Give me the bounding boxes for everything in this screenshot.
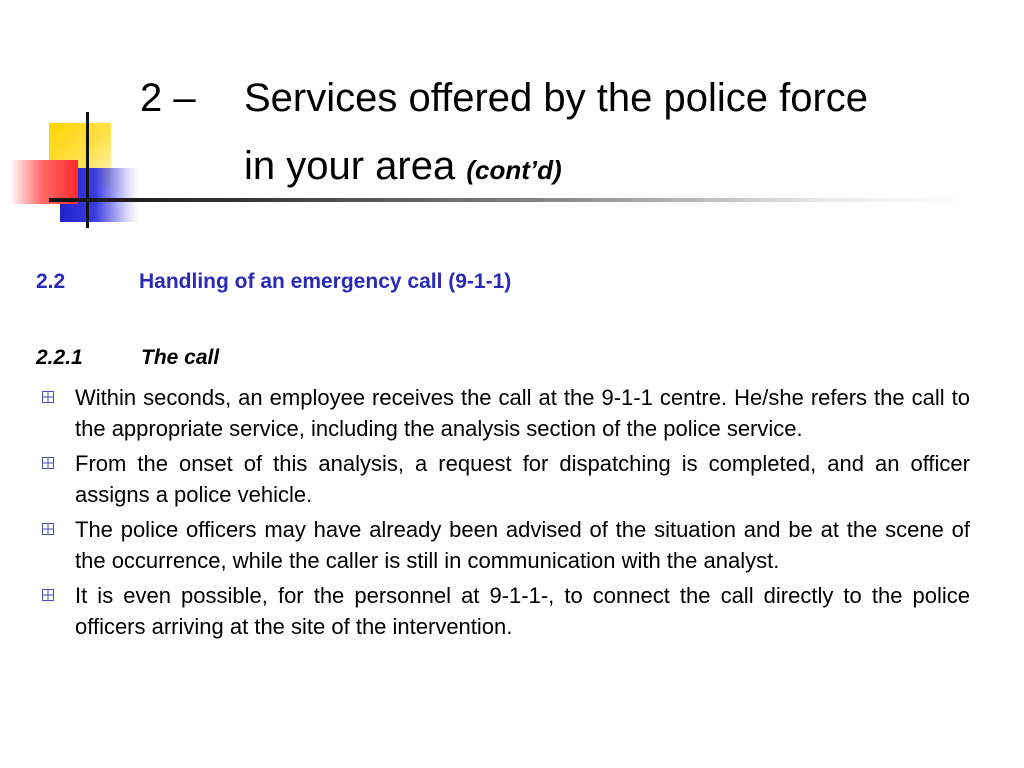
section-title: Handling of an emergency call (9-1-1) [139, 270, 512, 293]
list-item [36, 580, 970, 642]
list-item [36, 448, 970, 510]
title-line-2 [244, 132, 562, 204]
decorative-logo [0, 0, 150, 240]
list-item [36, 382, 970, 444]
crosshair-square-bullet-icon [42, 523, 54, 535]
bullet-list [36, 382, 970, 646]
crosshair-square-bullet-icon [42, 391, 54, 403]
crosshair-square-bullet-icon [42, 457, 54, 469]
title-number: 2 – [140, 76, 196, 120]
bullet-text: Within seconds, an employee receives the call at the 9-1-1 centre. He/she refers the call to the appropriate service, including the analysis section of the police service. [75, 385, 970, 441]
title-line-1: Services offered by the police force [244, 76, 869, 120]
subsection-title: The call [141, 346, 220, 369]
crosshair-square-bullet-icon [42, 589, 54, 601]
bullet-text: The police officers may have already been advised of the situation and be at the scene of the occurrence, while the caller is still in communication with the analyst. [75, 517, 970, 573]
subsection-number: 2.2.1 [36, 346, 83, 369]
list-item [36, 514, 970, 576]
bullet-text: It is even possible, for the personnel at 9-1-1-, to connect the call directly to the police officers arriving at the site of the intervention. [75, 583, 970, 639]
bullet-text: From the onset of this analysis, a request for dispatching is completed, and an officer assigns a police vehicle. [75, 451, 970, 507]
vertical-line-decoration [86, 112, 89, 228]
title-line-2-text: in your area [244, 144, 456, 188]
title-contd: (cont’d) [466, 155, 562, 185]
section-number: 2.2 [36, 270, 66, 293]
